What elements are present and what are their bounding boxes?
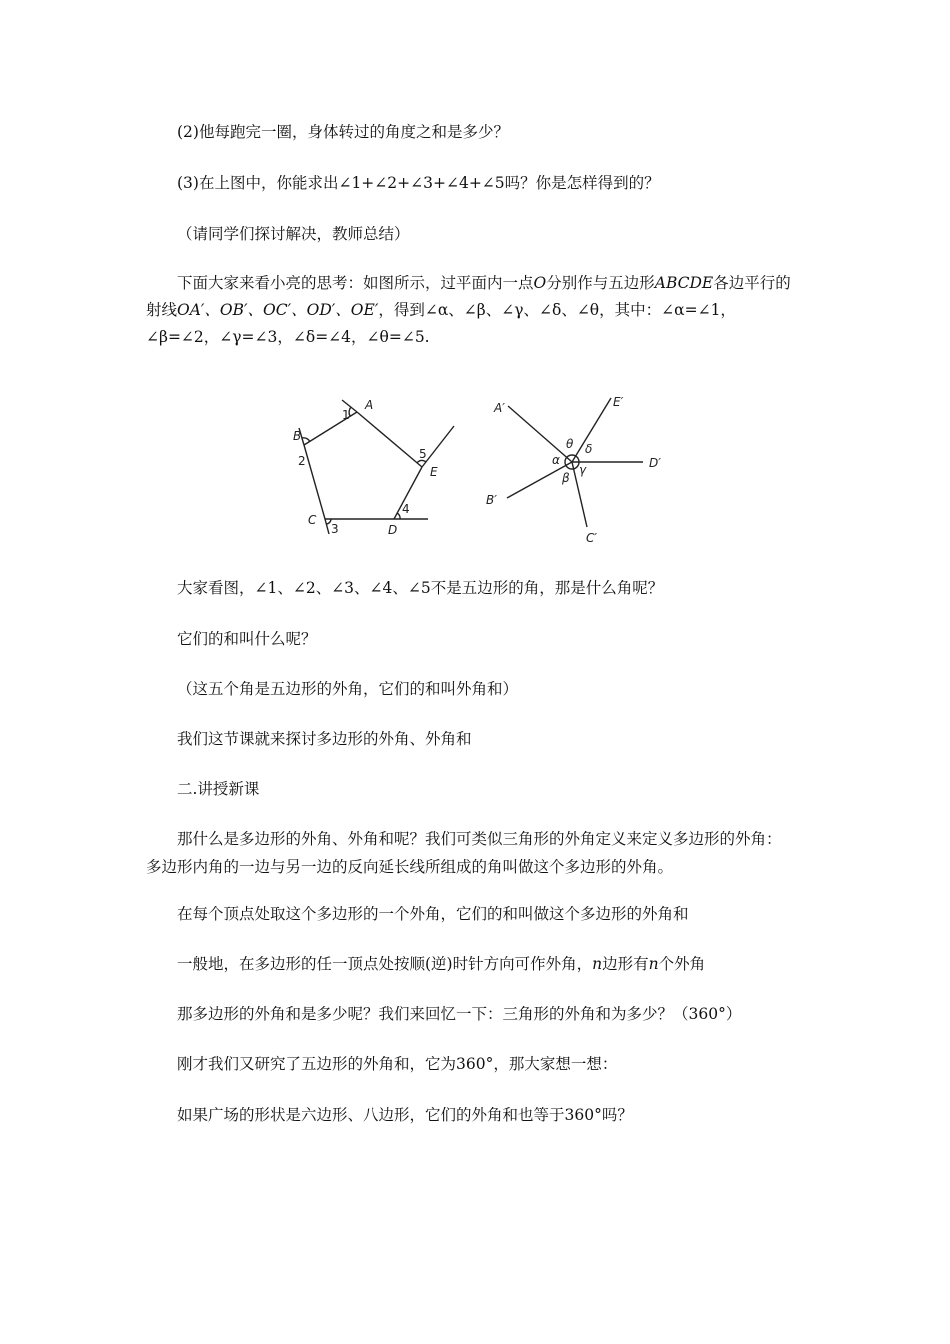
paragraph-note1: （请同学们探讨解决，教师总结） [177, 225, 410, 243]
general-n-2: n [648, 955, 659, 973]
paragraph-topic: 我们这节课就来探讨多边形的外角、外角和 [177, 730, 472, 748]
angle-label-alpha: α [552, 453, 560, 467]
paragraph-recall: 那多边形的外角和是多少呢？我们来回忆一下：三角形的外角和为多少？（360°） [177, 1005, 742, 1023]
pentagon-label-D: D [388, 523, 398, 537]
angle-label-1: 1 [342, 408, 350, 422]
arc-4 [397, 513, 400, 519]
pentagon-label-E: E [430, 465, 438, 479]
side-EA [357, 412, 422, 467]
angle-label-4: 4 [402, 502, 410, 516]
general-text-a: 一般地，在多边形的任一顶点处按顺(逆)时针方向可作外角， [177, 955, 593, 973]
section-heading: 二.讲授新课 [177, 780, 260, 798]
pentagon-label-A: A [365, 398, 374, 412]
think-text-a: 下面大家来看小亮的思考：如图所示，过平面内一点 [177, 274, 534, 292]
think-pentagon-name: ABCDE [654, 274, 714, 292]
paragraph-q3: (3)在上图中，你能求出∠1+∠2+∠3+∠4+∠5吗？你是怎样得到的？ [177, 174, 660, 192]
paragraph-each-vertex: 在每个顶点处取这个多边形的一个外角，它们的和叫做这个多边形的外角和 [177, 905, 689, 923]
paragraph-studied: 刚才我们又研究了五边形的外角和，它为360°，那大家想一想： [177, 1055, 618, 1073]
pentagon-exterior-angles-figure [282, 382, 690, 552]
general-text-c: 个外角 [658, 955, 706, 973]
angle-label-2: 2 [298, 454, 306, 468]
think-text-b: 分别作与五边形 [546, 274, 655, 292]
pentagon-label-C: C [308, 513, 317, 527]
angle-label-theta: θ [566, 437, 574, 451]
extension-C [325, 519, 329, 534]
paragraph-look: 大家看图，∠1、∠2、∠3、∠4、∠5不是五边形的角，那是什么角呢？ [177, 579, 664, 597]
angle-label-5: 5 [419, 447, 427, 461]
general-n-1: n [592, 955, 603, 973]
ray-label-C: C′ [586, 531, 598, 545]
think-rays: OA′、OB′、OC′、OD′、OE′ [177, 301, 379, 319]
think-text-d: ，得到∠α、∠β、∠γ、∠δ、∠θ，其中：∠α=∠1，∠β=∠2，∠γ=∠3，∠δ=∠4，∠θ=∠5. [146, 301, 736, 346]
paragraph-general [146, 950, 806, 978]
angle-label-3: 3 [331, 522, 339, 536]
paragraph-q2: (2)他每跑完一圈，身体转过的角度之和是多少？ [177, 123, 509, 141]
general-text-b: 边形有 [602, 955, 649, 973]
ray-label-D: D′ [649, 456, 661, 470]
ray-label-E: E′ [613, 395, 624, 409]
paragraph-note2: （这五个角是五边形的外角，它们的和叫外角和） [177, 680, 519, 698]
angle-label-beta: β [562, 471, 570, 485]
think-text-c: 各边平行的射线 [146, 274, 791, 319]
think-point-o: O [533, 274, 547, 292]
ray-label-B: B′ [486, 493, 497, 507]
ray-OA [508, 406, 572, 462]
angle-label-gamma: γ [579, 463, 587, 477]
paragraph-sum-question: 它们的和叫什么呢？ [177, 630, 317, 648]
paragraph-hexagon: 如果广场的形状是六边形、八边形，它们的外角和也等于360°吗？ [177, 1106, 633, 1124]
angle-label-delta: δ [585, 442, 593, 456]
extension-E [422, 426, 454, 467]
side-BC [304, 445, 325, 519]
ray-label-A: A′ [494, 401, 505, 415]
paragraph-definition: 那什么是多边形的外角、外角和呢？我们可类似三角形的外角定义来定义多边形的外角：多边形内角的一边与另一边的反向延长线所组成的角叫做这个多边形的外角。 [146, 830, 782, 876]
pentagon-label-B: B [293, 429, 302, 443]
parallel-rays-diagram [507, 398, 643, 527]
paragraph-think [146, 270, 796, 351]
